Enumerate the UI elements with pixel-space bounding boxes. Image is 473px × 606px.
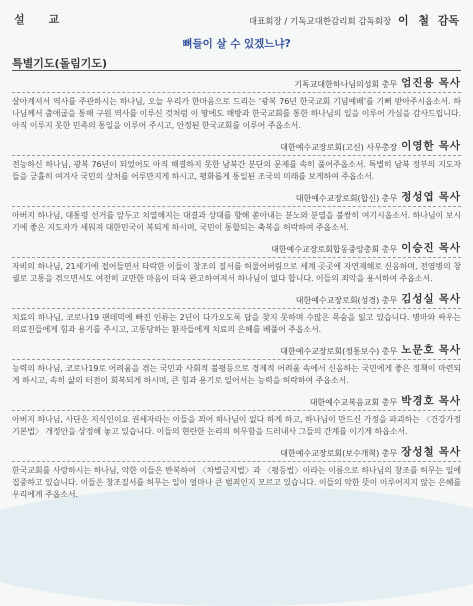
prayer-leader-title: 목사 [438,446,461,458]
prayer-leader-title: 목사 [438,293,461,305]
section-divider [12,70,461,71]
prayer-leader-name: 이영한 [401,140,435,152]
prayer-byline [12,444,461,462]
prayer-leader-title: 목사 [438,395,461,407]
prayer-item [12,240,461,285]
preacher-title: 감독 [437,14,459,27]
page-header [0,0,473,32]
prayer-leader-title: 목사 [438,140,461,152]
prayer-org: 기독교대한하나님의성회 총무 [294,80,398,89]
section-title: 특별기도(돌림기도) [12,57,108,70]
prayer-text: 살아계셔서 역사를 주관하시는 하나님, 오늘 우리가 한마음으로 드리는 ‘광복 76년 한국교회 기념예배’를 기뻐 받아주시옵소서. 하나님께서 출애굽을 통해 구원 역사를 이루신 것처럼 이 땅에도 해방과 한국교회를 통한 하나님의 일을 이루어 가심을 감사드립니다. 아직 이루지 못한 민족의 통일을 이루어 주시고, 안정된 한국교회를 이루어 주옵소서. [12,97,461,130]
prayer-text: 능력의 하나님, 코로나19로 어려움을 겪는 국민과 사회적 불평등으로 경제적 어려움 속에서 신음하는 국민에게 좋은 정책이 마련되게 하시고, 속히 삶의 터전이 회복되게 하시며, 큰 힘과 용기로 일어서는 능력을 허락하여 주옵소서. [12,364,461,385]
prayer-text: 치료의 하나님, 코로나19 팬데믹에 빠진 인류는 2년이 다가오도록 답을 찾지 못하며 수많은 목숨을 잃고 있습니다. 병마와 싸우는 의료진들에게 힘과 용기를 주시고, 고통당하는 환자들에게 치료의 은혜를 베풀어 주옵소서. [12,313,461,334]
prayer-text: 한국교회를 사랑하시는 하나님, 악한 이들은 반복하여 〈차별금지법〉과 〈평등법〉이라는 이름으로 하나님의 창조를 허무는 일에 집중하고 있습니다. 이들은 창조질서를 허무는 일이 얼마나 큰 범죄인지 모르고 있습니다. 이들의 악한 뜻이 이루어지지 않는 은혜를 우리에게 주옵소서. [12,466,461,499]
prayer-org: 대한예수교장로회(성경) 총무 [295,296,398,305]
prayer-byline [12,189,461,207]
prayer-item [12,138,461,183]
prayer-byline [12,240,461,258]
prayer-org: 대한예수교장로회(고신) 사무총장 [280,143,398,152]
preacher-role: 대표회장 / 기독교대한감리회 감독회장 [248,17,392,27]
prayer-leader-title: 목사 [438,242,461,254]
prayer-leader-title: 목사 [438,191,461,203]
prayer-org: 대한예수교장로회(정통보수) 총무 [280,347,398,356]
prayer-leader-name: 김성실 [401,293,435,305]
prayer-item [12,75,461,132]
prayer-item [12,291,461,336]
prayer-text: 아버지 하나님, 사단은 지식인이요 권세자라는 이들을 꾀어 하나님이 없다 하게 하고, 하나님이 만드신 가정을 파괴하는 〈건강가정기본법〉 개정안을 상정해 놓고 있습니다. 이들의 현란한 논리의 허무함을 드러내사 그들의 간계를 이기게 하옵소서. [12,415,461,436]
prayer-text: 자비의 하나님, 21세기에 접어들면서 타락한 이들이 창조의 질서를 허물어버림으로 세계 곳곳에 자연재해로 신음하며, 전염병의 창궐로 고통을 겪으면서도 여전히 교만한 마음이 더욱 완고하여져서 하나님이 없다 합니다. 이들의 죄악을 용서하여 주옵소서. [12,262,461,283]
prayer-leader-name: 정성엽 [401,191,435,203]
prayer-org: 대한예수교복음교회 총무 [309,398,398,407]
prayer-byline [12,138,461,156]
prayer-org: 대한예수교장로회(보수개혁) 총무 [280,449,398,458]
prayer-byline [12,75,461,93]
prayer-leader-name: 박경호 [401,395,435,407]
preacher-name: 이 철 [397,14,433,27]
prayer-byline [12,342,461,360]
prayer-item [12,342,461,387]
prayer-text: 전능하신 하나님, 광복 76년이 되었어도 아직 해결하지 못한 남북간 분단의 문제를 속히 풀어주옵소서. 특별히 남북 정부의 지도자들을 긍휼히 여겨사 국민의 상처를 어루만지게 하시고, 평화롭게 통일된 조국의 미래를 보게하여 주옵소서. [12,160,461,181]
prayer-byline [12,291,461,309]
prayer-item [12,189,461,234]
prayer-list [12,75,461,507]
preacher-credit [249,12,459,28]
prayer-item [12,444,461,501]
prayer-text: 아버지 하나님, 대통령 선거를 앞두고 치열해지는 대결과 상대를 향해 쏟아내는 분노와 분열을 불쌍히 여기시옵소서. 하나님이 보시기에 좋은 지도자가 세워져 대한민국이 복되게 하시며, 국민이 통합되는 축복을 허락하여 주옵소서. [12,211,461,232]
prayer-leader-name: 이승진 [401,242,435,254]
prayer-org: 대한예수교장로회(합신) 총무 [295,194,398,203]
prayer-byline [12,393,461,411]
section-label: 설 교 [14,13,70,26]
sermon-title: 뼈들이 살 수 있겠느냐? [182,38,291,50]
prayer-item [12,393,461,438]
prayer-leader-title: 목사 [438,344,461,356]
prayer-leader-name: 엄진용 [401,77,435,89]
prayer-leader-name: 노문호 [401,344,435,356]
prayer-leader-title: 목사 [438,77,461,89]
prayer-org: 대한예수교장로회합동중앙총회 총무 [271,245,398,254]
prayer-leader-name: 장성철 [401,446,435,458]
